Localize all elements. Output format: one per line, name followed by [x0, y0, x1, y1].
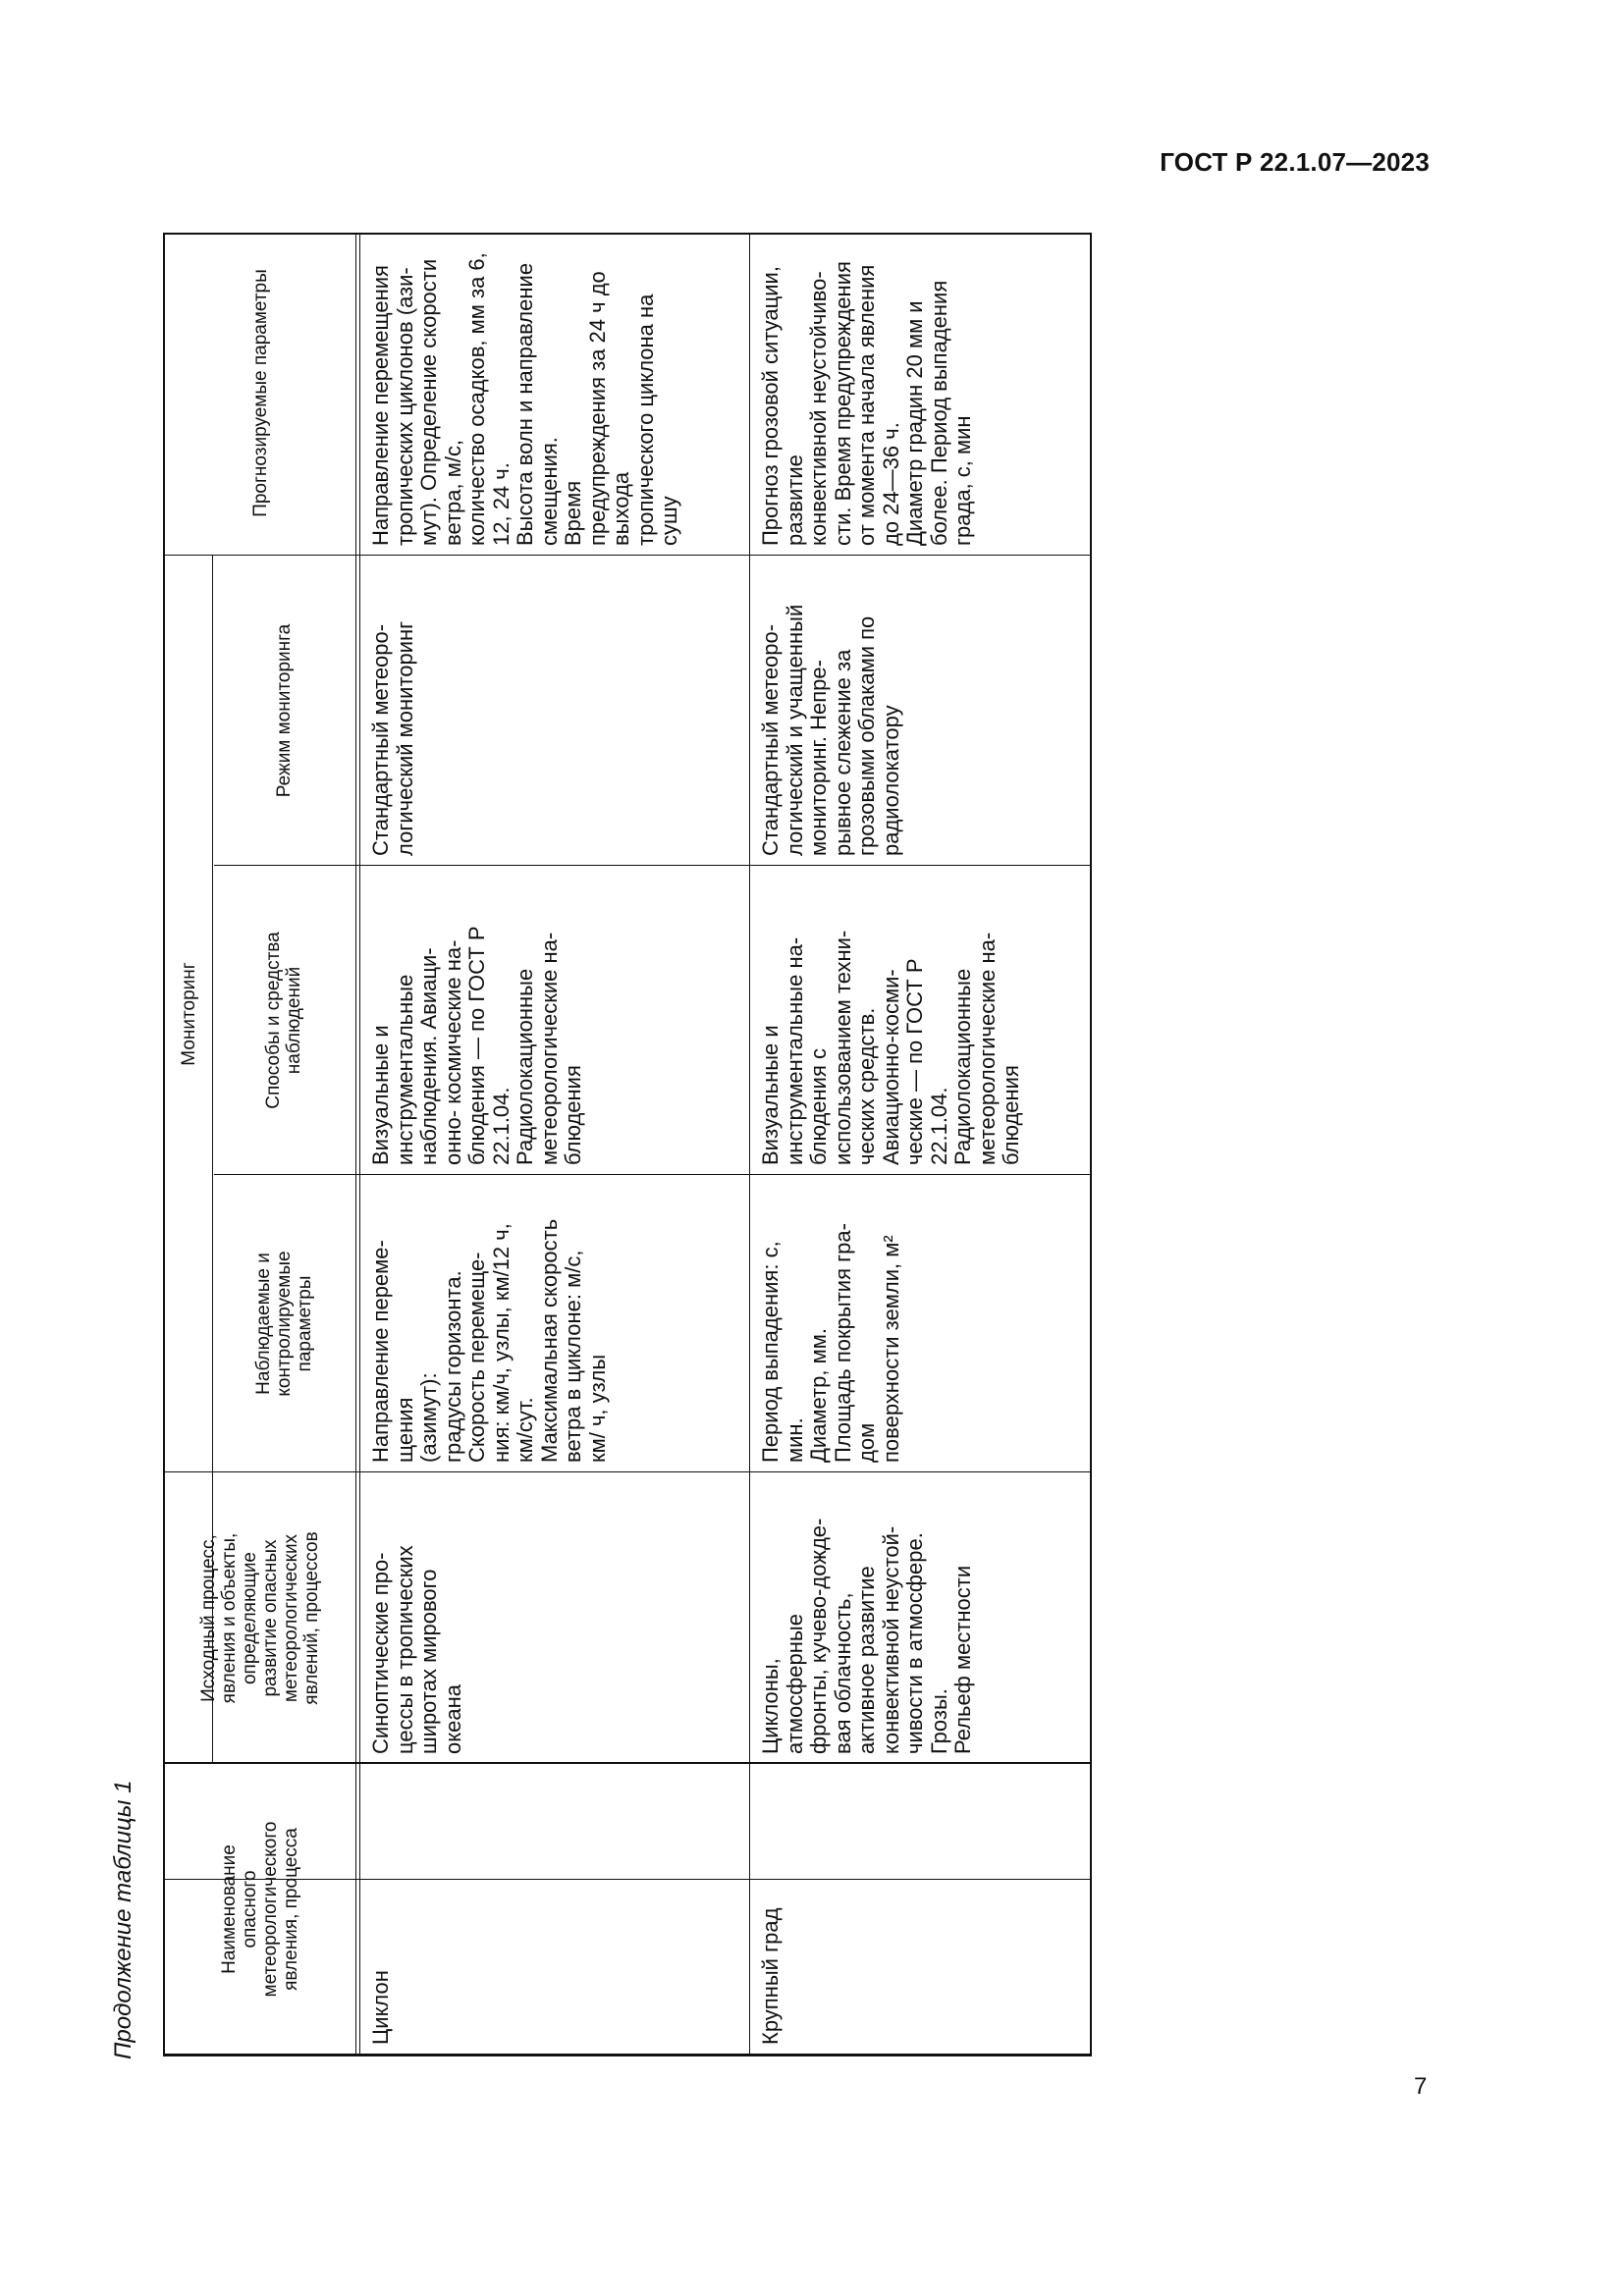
header-mode: Режим мониторинга — [273, 623, 295, 798]
header-observed: Наблюдаемые и контролируемые параметры — [252, 1251, 315, 1397]
row-2-forecast: Прогноз грозовой ситуации, развитие конвективной неустойчиво- сти. Время предупреждения от момента начала явления до 24—36 ч. Диаметр градин 20 мм и более. Период выпадения града, с, мин — [758, 261, 975, 546]
row-2-observed: Период выпадения: с, мин. Диаметр, мм. Площадь покрытия гра- дом поверхности земли, м² — [758, 1223, 903, 1463]
header-monitoring: Мониторинг — [178, 962, 199, 1066]
document-code: ГОСТ Р 22.1.07—2023 — [1160, 147, 1430, 177]
table-caption: Продолжение таблицы 1 — [110, 1780, 136, 2059]
rotated-table — [163, 233, 1092, 2056]
header-source: Исходный процесс, явления и объекты, определяющие развитие опасных метеорологических явлений, процессов — [198, 1531, 322, 1705]
row-2-source: Циклоны, атмосферные фронты, кучево-дожде- вая облачность, активное развитие конвективной неустой- чивости в атмосфере. Грозы. Рельеф местности — [758, 1518, 975, 1754]
header-phenomenon: Наименование опасного метеорологического явления, процесса — [219, 1821, 301, 1998]
row-1-phenomenon: Циклон — [368, 1970, 393, 2045]
page-number: 7 — [1414, 2073, 1428, 2100]
row-1-forecast: Направление перемещения тропических циклонов (ази- мут). Определение скорости ветра, м/с, количество осадков, мм за 6, 12, 24 ч. Высота волн и направление смещения. Время предупреждения за 24 ч до выхода тропического циклона на сушу — [368, 252, 681, 546]
row-1-methods: Визуальные и инструментальные наблюдения. Авиаци- онно- космические на- блюдения — по ГОСТ Р 22.1.04. Радиолокационные метеорологические на- блюдения — [368, 926, 585, 1165]
row-2-methods: Визуальные и инструментальные на- блюдения с использованием техни- ческих средств. Авиационно-косми- ческие — по ГОСТ Р 22.1.04. Радиолокационные метеорологические на- блюдения — [758, 930, 1023, 1165]
header-forecast: Прогнозируемые параметры — [249, 269, 271, 517]
row-2-mode: Стандартный метеоро- логический и учащенный мониторинг. Непре- рывное слежение за грозовыми облаками по радиолокатору — [758, 604, 903, 856]
header-methods: Способы и средства наблюдений — [263, 932, 304, 1109]
row-1-observed: Направление переме- щения (азимут): градусы горизонта. Скорость перемеще- ния: км/ч, узлы, км/12 ч, км/сут. Максимальная скорость ветра в циклоне: м/с, км/ ч, узлы — [368, 1218, 610, 1463]
row-2-phenomenon: Крупный град — [758, 1907, 783, 2045]
table — [163, 233, 1092, 2056]
row-1-mode: Стандартный метеоро- логический мониторинг — [368, 620, 417, 856]
row-1-source: Синоптические про- цессы в тропических широтах мирового океана — [368, 1545, 465, 1754]
